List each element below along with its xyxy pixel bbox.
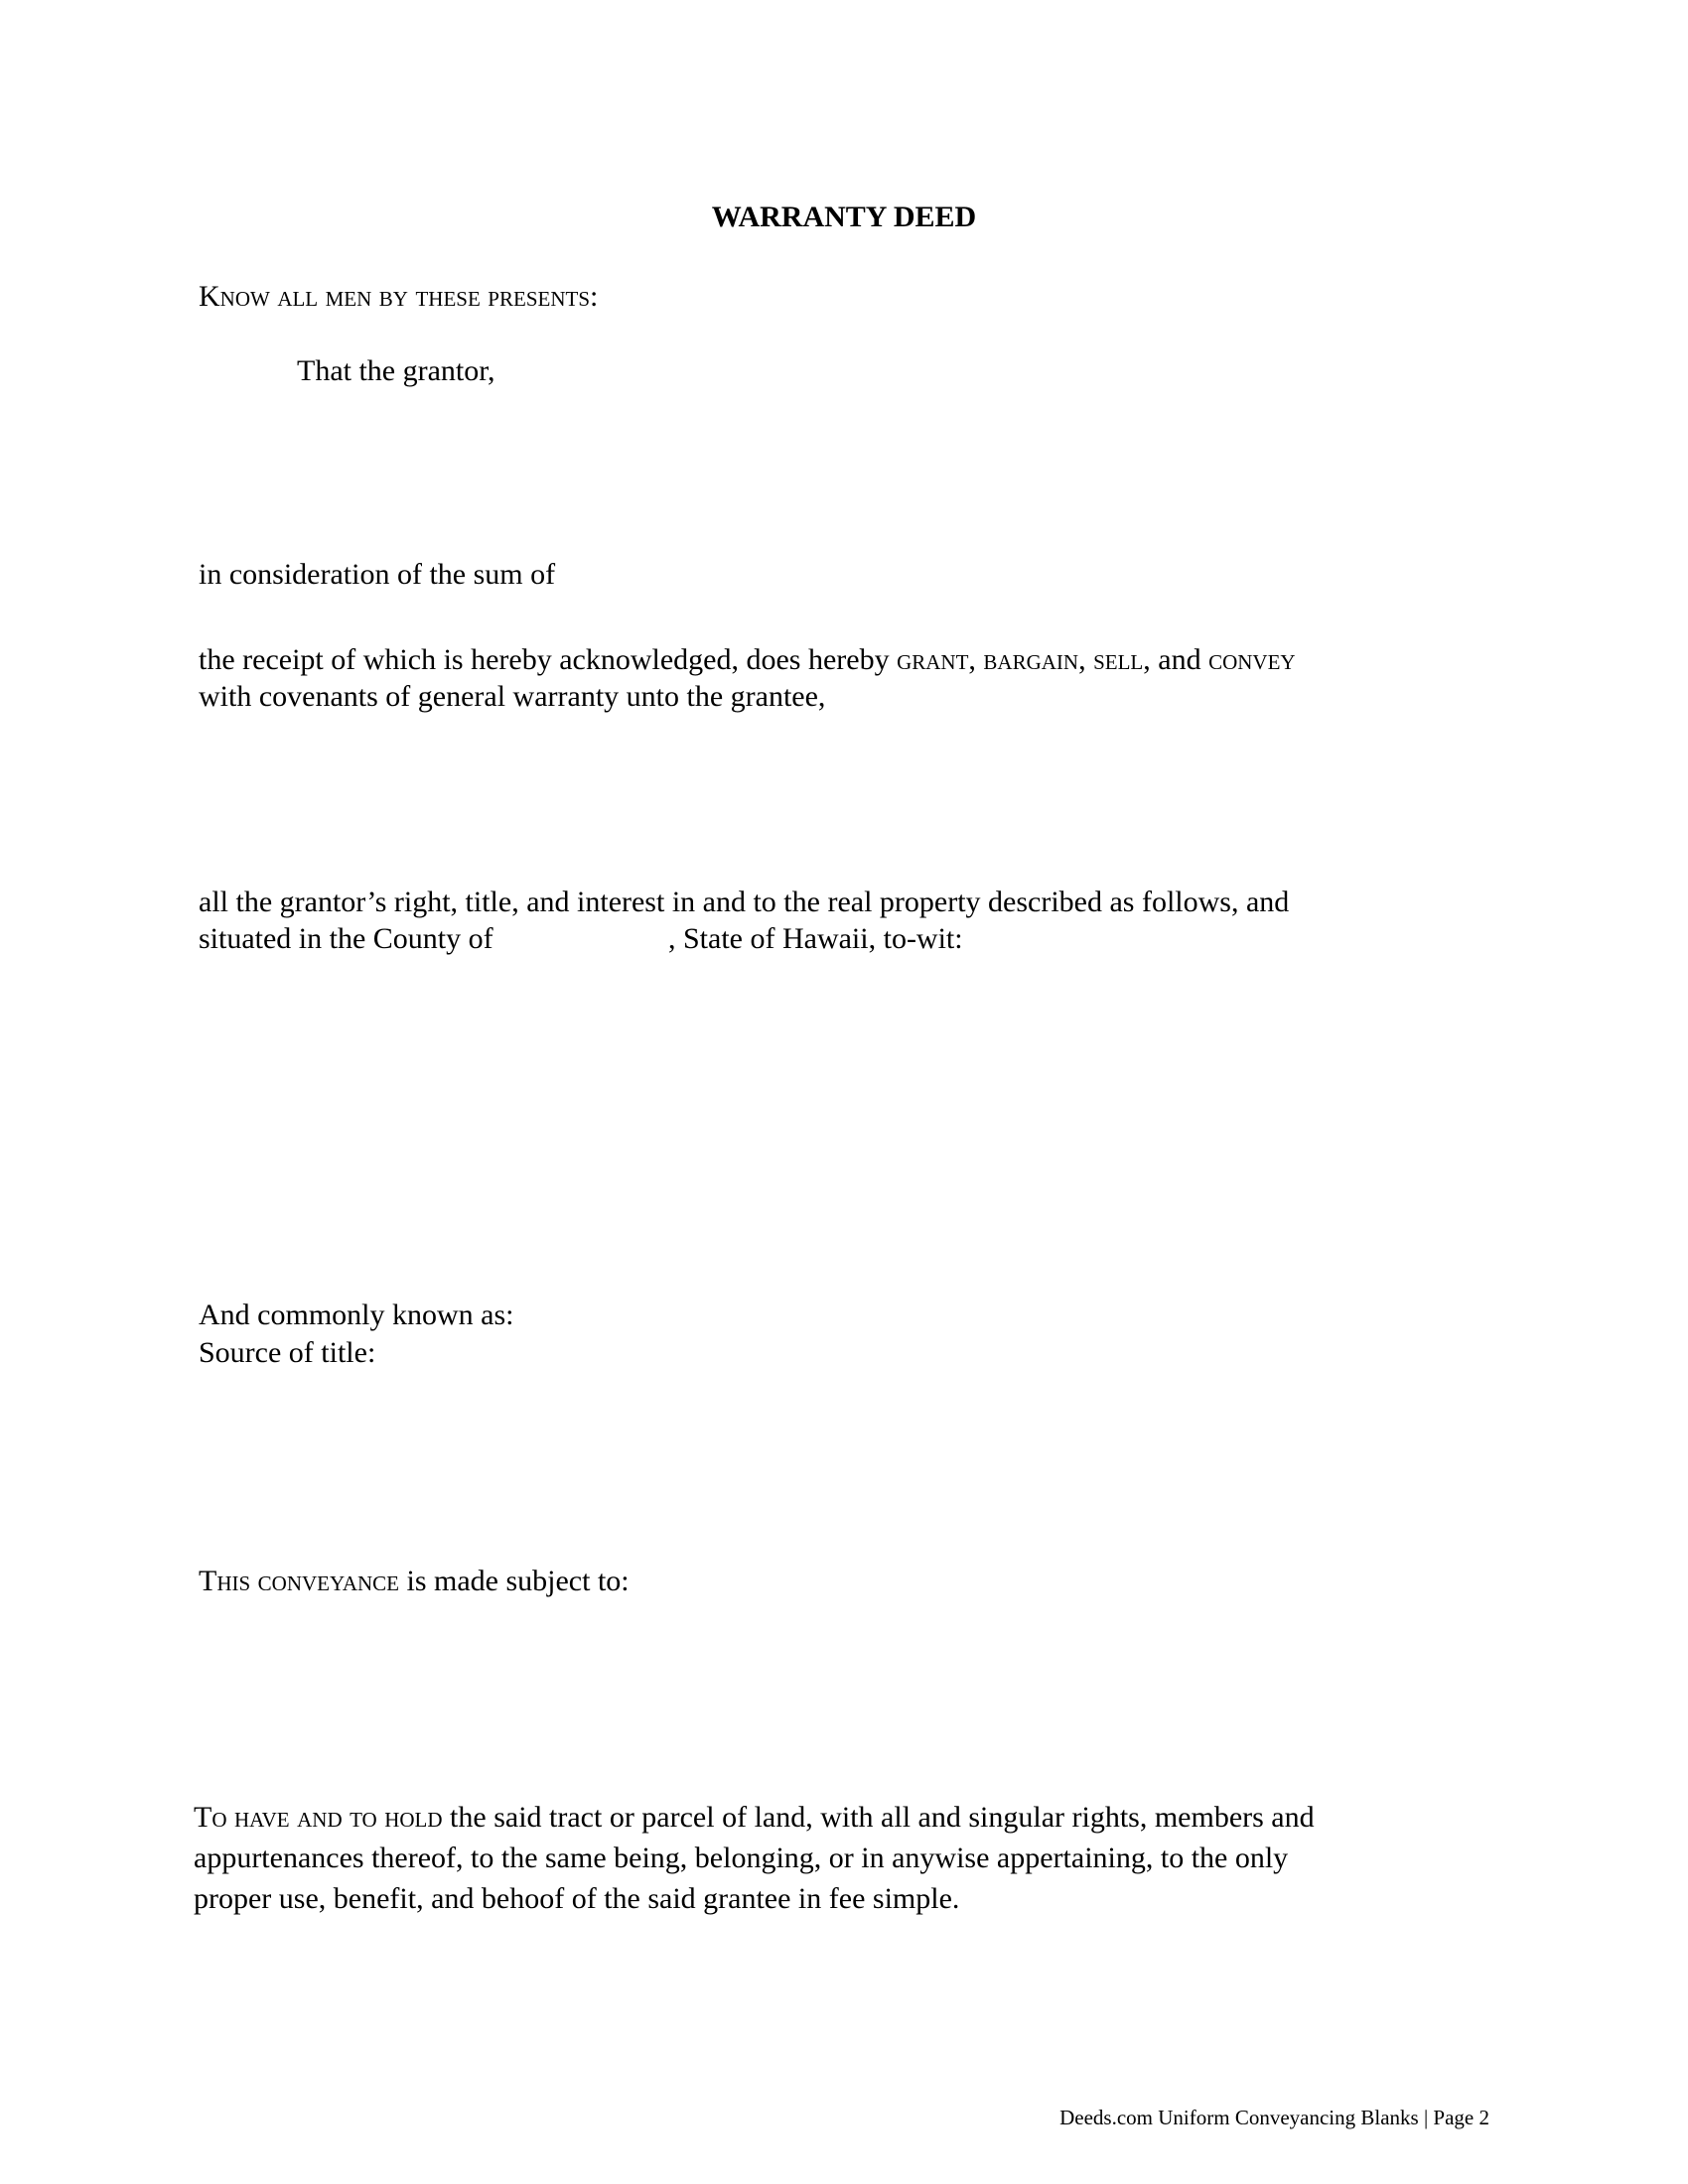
interest-clause-line-1: all the grantor’s right, title, and interest in and to the real property described as follows, and [199,886,1290,918]
sell-word: sell [1093,643,1144,676]
receipt-text: the receipt of which is hereby acknowledged, does hereby [199,643,898,676]
convey-word: convey [1208,643,1296,676]
and-word: , and [1143,643,1209,676]
grantor-intro: That the grantor, [297,354,495,387]
opening-clause: Know all men by these presents: [199,280,599,313]
commonly-known-as: And commonly known as: [199,1298,514,1331]
habendum-clause-line-3: proper use, benefit, and behoof of the said grantee in fee simple. [194,1882,960,1915]
receipt-clause-line-1 [199,641,1296,679]
consideration-clause: in consideration of the sum of [199,558,556,591]
document-title: WARRANTY DEED [711,201,977,233]
habendum-rest: the said tract or parcel of land, with all and singular rights, members and [442,1801,1315,1834]
comma: , [1078,643,1094,676]
bargain-word: bargain [983,643,1079,676]
comma: , [968,643,984,676]
page-footer: Deeds.com Uniform Conveyancing Blanks | Page 2 [1059,2106,1489,2129]
interest-clause-line-2-pre: situated in the County of [199,922,493,955]
receipt-clause-line-2: with covenants of general warranty unto the grantee, [199,680,826,713]
habendum-clause-line-2: appurtenances thereof, to the same being, belonging, or in anywise appertaining, to the only [194,1842,1289,1874]
conveyance-rest: is made subject to: [399,1565,630,1597]
habendum-clause-line-1 [194,1799,1315,1837]
conveyance-clause [199,1563,630,1600]
interest-clause-line-2-post: , State of Hawaii, to-wit: [668,922,963,955]
grant-word: grant [897,643,969,676]
to-have-and-to-hold-words: To have and to hold [194,1801,443,1834]
this-conveyance-words: This conveyance [199,1565,399,1597]
source-of-title: Source of title: [199,1336,376,1369]
